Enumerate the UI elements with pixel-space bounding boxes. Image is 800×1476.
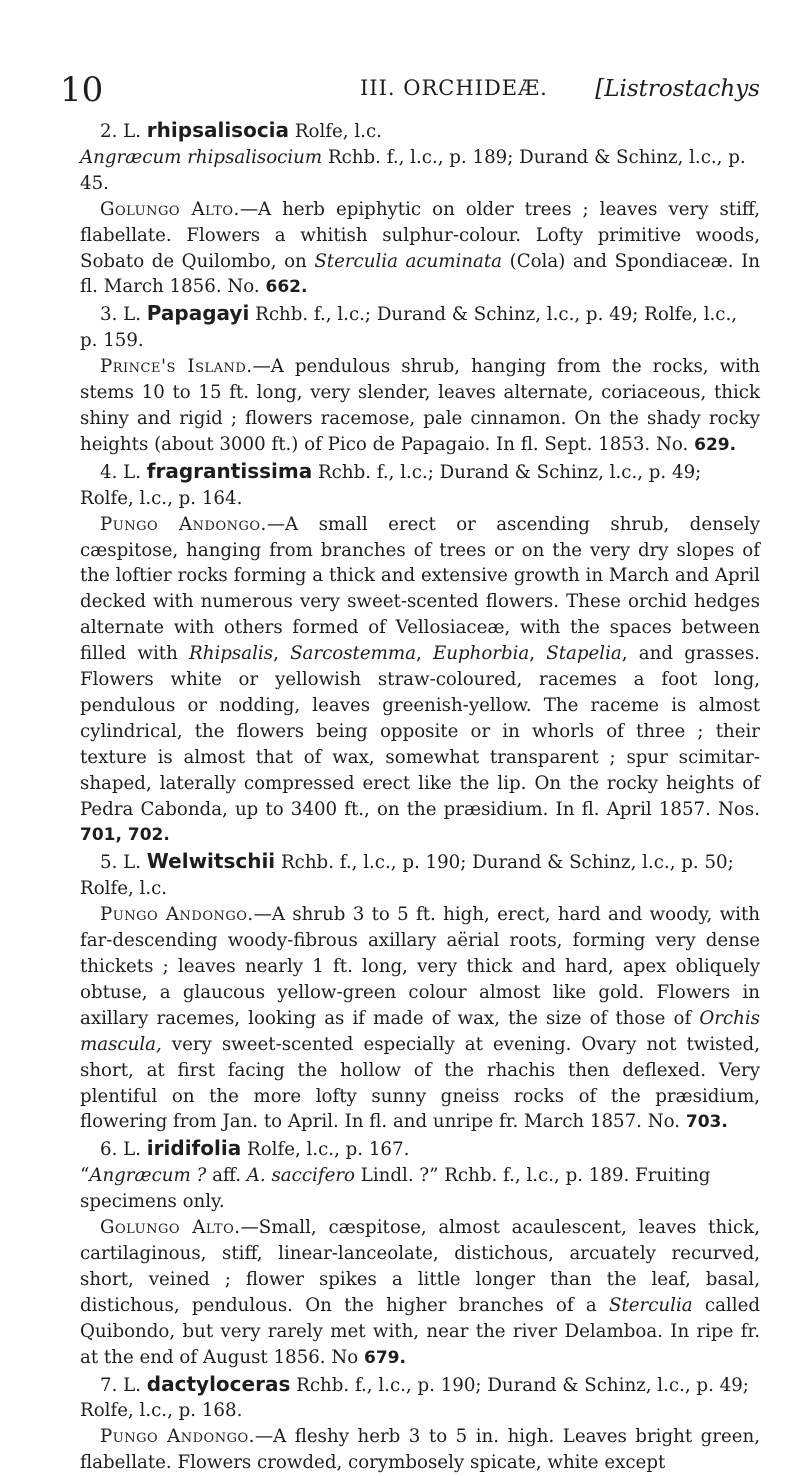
species-description [80,1215,760,1371]
locality: Golungo Alto. [100,198,240,220]
page-number: 10 [60,70,104,110]
genus-name: Sarcostemma [290,643,416,665]
comparison-species: Orchis mascula, [80,1007,760,1055]
species-heading [80,459,760,512]
species-heading [80,849,760,902]
species-description [80,1424,760,1476]
species-authority: Rchb. f., l.c., p. 190; Durand & Schinz, l.c., p. 49; Rolfe, l.c., p. 168. [80,1374,749,1422]
synonymy-text: aff. [212,1165,241,1187]
locality: Pungo Andongo. [100,513,267,535]
specimen-number: 662. [265,277,308,298]
species-number: 3. L. [100,304,141,326]
species-description [80,354,760,459]
species-name: Papagayi [146,301,250,326]
page-body [80,118,760,1476]
description-text: —Small, cæspitose, almost acaulescent, leaves thick, cartilaginous, stiff, linear-lanceolate, distichous, arcuately recurved, short, veined ; flower spikes a little longer than the leaf, basal, distichous, pendulous. On the higher branches of a [80,1217,760,1316]
genus-name: Rhipsalis [189,643,274,665]
species-authority: Rolfe, l.c. [294,121,382,142]
specimen-number: 629. [694,434,737,455]
description-text: —A pendulous shrub, hanging from the rocks, with stems 10 to 15 ft. long, very slender, leaves alternate, coriaceous, thick shiny and rigid ; flowers racemose, pale cinnamon. On the shady rocky heights (about 3000 ft.) of Pico de Papagaio. In fl. Sept. 1853. No. [80,356,760,455]
species-authority: Rolfe, l.c., p. 167. [247,1139,410,1161]
species-authority: Rchb. f., l.c.; Durand & Schinz, l.c., p. 49; Rolfe, l.c., p. 164. [80,461,702,509]
species-description: Pungo Andongo.—A small erect or ascending shrub, densely cæspitose, hanging from branches of trees or on the very dry slopes of the loftier rocks forming a thick and extensive growth in March and April decked with numerous very sweet-scented flowers. These orchid hedges alternate with others formed of Vellosiaceæ, with the spaces between filled with Rhipsalis, Sarcostemma, Euphorbia, Stapelia, and grasses. Flowers white or yellowish straw-coloured, racemes a foot long, pendulous or nodding, leaves greenish-yellow. The raceme is almost cylindrical, the flowers being opposite or in whorls of three ; their texture is almost that of wax, somewhat transparent ; spur scimitar-shaped, laterally compressed erect like the lip. On the rocky heights of Pedra Cabonda, up to 3400 ft., on the præsidium. In fl. April 1857. Nos. 701, 702. [80,513,760,846]
description-text: called Quibondo, but very rarely met with, near the river Delamboa. In ripe fr. at the end of August 1856. No [80,1294,760,1368]
running-genus: [Listrostachys [595,76,760,102]
locality: Golungo Alto. [100,1217,241,1239]
host-plant: Sterculia acuminata [314,250,503,272]
genus-name: Euphorbia [432,643,530,665]
specimen-number: 701, 702. [80,825,170,846]
species-heading [80,1372,760,1425]
species-heading [80,301,760,354]
running-title: III. ORCHIDEÆ. [360,76,548,100]
specimen-number: 703. [685,1112,728,1133]
species-name: fragrantissima [146,458,313,483]
species-heading [80,118,760,145]
species-name: dactyloceras [146,1371,291,1396]
page-header [60,70,760,110]
locality: Pungo Andongo. [100,1426,255,1448]
synonymy [80,1163,760,1215]
species-name: Welwitschii [146,849,276,874]
description-text: —A fleshy herb 3 to 5 in. high. Leaves bright green, flabellate. Flowers crowded, corymbosely spicate, white except [80,1426,761,1474]
synonymy [80,145,760,197]
synonymy-citation: Lindl. ?” Rchb. f., l.c., p. 189. Fruiting specimens only. [80,1165,711,1213]
species-name: iridifolia [146,1136,242,1161]
species-description [80,197,760,302]
species-heading [80,1136,760,1163]
species-name: rhipsalisocia [146,118,290,142]
species-number: 4. L. [100,461,141,483]
species-number: 5. L. [100,852,141,874]
species-number: 7. L. [100,1374,141,1396]
description-text: (Cola) and Spondiaceæ. In fl. March 1856. No. [80,250,760,298]
synonym-name: Angræcum rhipsalisocium [80,146,323,168]
genus-name: Stapelia [546,643,622,665]
description-text: —A herb epiphytic on older trees ; leaves very stiff, flabellate. Flowers a whitish sulphur-colour. Lofty primitive woods, Sobato de Quilombo, on [80,198,760,272]
description-text: very sweet-scented especially at evening. Ovary not twisted, short, at first facing the hollow of the rhachis then deflexed. Very plentiful on the more lofty sunny gneiss rocks of the præsidium, flowering from Jan. to April. In fl. and unripe fr. March 1857. No. [80,1033,760,1133]
species-authority: Rchb. f., l.c.; Durand & Schinz, l.c., p. 49; Rolfe, l.c., p. 159. [80,304,738,352]
synonym-name: A. saccifero [246,1165,355,1187]
species-description [80,902,760,1136]
quote-mark: “ [80,1165,90,1187]
species-number: 2. L. [100,121,141,142]
host-plant: Sterculia [609,1294,693,1316]
description-text: —A shrub 3 to 5 ft. high, erect, hard and woody, with far-descending woody-fibrous axillary aërial roots, forming very dense thickets ; leaves nearly 1 ft. long, very thick and hard, apex obliquely obtuse, a glaucous yellow-green colour almost like gold. Flowers in axillary racemes, looking as if made of wax, the size of those of [80,904,760,1029]
species-authority: Rchb. f., l.c., p. 190; Durand & Schinz, l.c., p. 50; Rolfe, l.c. [80,852,734,900]
description-text: and grasses. Flowers white or yellowish straw-coloured, racemes a foot long, pendulous or nodding, leaves greenish-yellow. The raceme is almost cylindrical, the flowers being opposite or in whorls of three ; their texture is almost that of wax, somewhat transparent ; spur scimitar-shaped, laterally compressed erect like the lip. On the rocky heights of Pedra Cabonda, up to 3400 ft., on the præsidium. In fl. April 1857. Nos. [80,643,760,820]
synonymy-citation: Rchb. f., l.c., p. 189; Durand & Schinz, l.c., p. 45. [80,146,746,194]
locality: Prince's Island. [100,356,253,378]
specimen-number: 679. [364,1347,406,1368]
species-number: 6. L. [100,1139,141,1161]
locality: Pungo Andongo. [100,904,254,926]
description-text: —A small erect or ascending shrub, densely cæspitose, hanging from branches of trees or on the very dry slopes of the loftier rocks forming a thick and extensive growth in March and April decked with numerous very sweet-scented flowers. These orchid hedges alternate with others formed of Vellosiaceæ, with the spaces between filled with [80,513,760,665]
synonym-name: Angræcum ? [89,1165,207,1187]
